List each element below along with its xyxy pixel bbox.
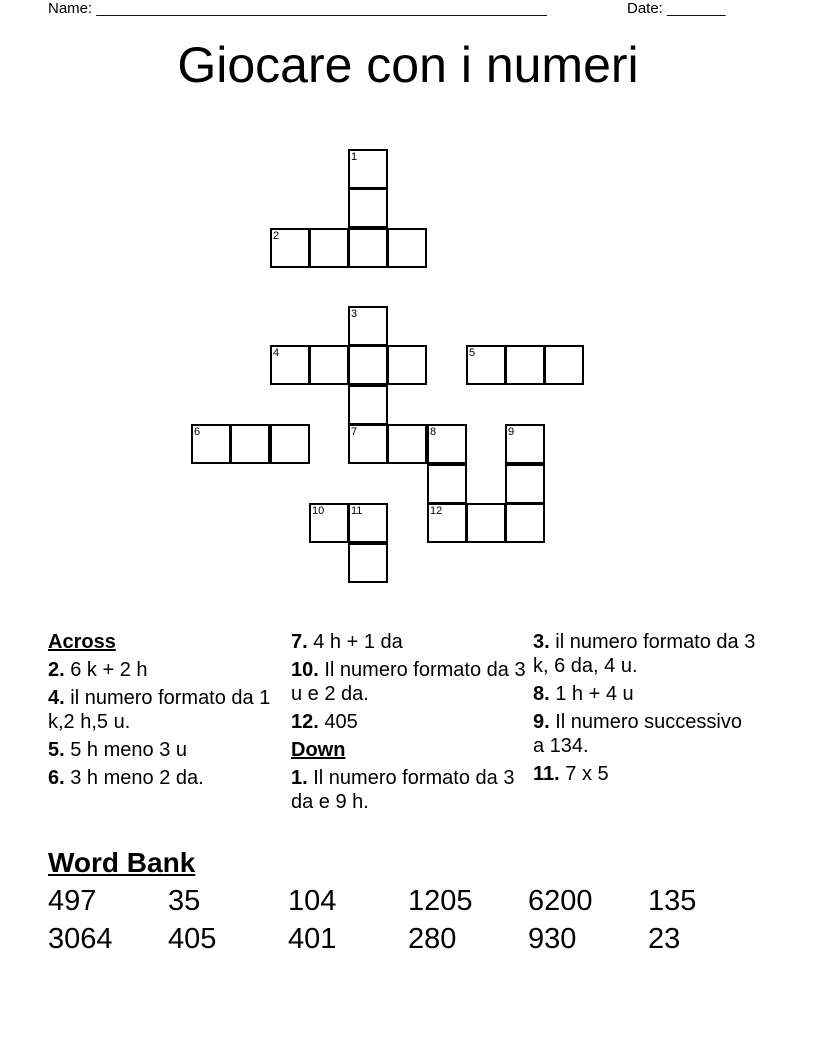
across-clue bbox=[48, 738, 278, 762]
cell-number: 11 bbox=[351, 505, 363, 517]
clue-text: 1 h + 4 u bbox=[555, 683, 634, 705]
word-bank-item: 280 bbox=[408, 923, 457, 955]
clue-number: 9. bbox=[533, 711, 550, 733]
crossword-cell[interactable] bbox=[427, 424, 467, 464]
down-heading: Down bbox=[291, 739, 346, 761]
clue-text: Il numero formato da 3 u e 2 da. bbox=[291, 659, 526, 705]
cell-number: 8 bbox=[430, 426, 437, 438]
crossword-cell[interactable] bbox=[505, 345, 545, 385]
clue-text: il numero formato da 3 k, 6 da, 4 u. bbox=[533, 631, 756, 677]
cell-number: 9 bbox=[508, 426, 515, 438]
cell-number: 1 bbox=[351, 151, 358, 163]
cell-number: 7 bbox=[351, 426, 358, 438]
crossword-cell[interactable] bbox=[427, 503, 467, 543]
down-clue bbox=[533, 762, 758, 786]
clue-number: 5. bbox=[48, 739, 65, 761]
down-clue bbox=[533, 682, 758, 706]
crossword-cell[interactable] bbox=[348, 228, 388, 268]
clue-number: 10. bbox=[291, 659, 319, 681]
clue-text: Il numero successivo a 134. bbox=[533, 711, 742, 757]
down-clue bbox=[533, 630, 758, 678]
word-bank-item: 405 bbox=[168, 923, 217, 955]
crossword-cell[interactable] bbox=[230, 424, 270, 464]
clue-number: 4. bbox=[48, 687, 65, 709]
crossword-cell[interactable] bbox=[348, 306, 388, 346]
clue-number: 8. bbox=[533, 683, 550, 705]
crossword-cell[interactable] bbox=[270, 424, 310, 464]
crossword-cell[interactable] bbox=[191, 424, 231, 464]
crossword-cell[interactable] bbox=[348, 188, 388, 228]
crossword-cell[interactable] bbox=[309, 228, 349, 268]
clue-number: 11. bbox=[533, 763, 560, 785]
crossword-cell[interactable] bbox=[466, 503, 506, 543]
clue-number: 1. bbox=[291, 767, 308, 789]
cell-number: 4 bbox=[273, 347, 280, 359]
cell-number: 2 bbox=[273, 230, 280, 242]
word-bank-item: 35 bbox=[168, 885, 201, 917]
word-bank-item: 401 bbox=[288, 923, 337, 955]
crossword-cell[interactable] bbox=[348, 385, 388, 425]
clue-number: 7. bbox=[291, 631, 308, 653]
word-bank-item: 23 bbox=[648, 923, 681, 955]
cell-number: 12 bbox=[430, 505, 443, 517]
crossword-cell[interactable] bbox=[427, 464, 467, 504]
crossword-cell[interactable] bbox=[387, 228, 427, 268]
across-clue bbox=[48, 658, 278, 682]
word-bank-item: 1205 bbox=[408, 885, 473, 917]
clues-column-1 bbox=[48, 630, 278, 794]
crossword-cell[interactable] bbox=[309, 503, 349, 543]
word-bank-row bbox=[48, 882, 768, 920]
word-bank-item: 497 bbox=[48, 885, 97, 917]
across-clue bbox=[48, 686, 278, 734]
date-line: Date: _______ bbox=[627, 0, 726, 17]
clue-text: 7 x 5 bbox=[565, 763, 609, 785]
crossword-cell[interactable] bbox=[270, 345, 310, 385]
crossword-cell[interactable] bbox=[348, 424, 388, 464]
crossword-cell[interactable] bbox=[505, 503, 545, 543]
clue-text: Il numero formato da 3 da e 9 h. bbox=[291, 767, 515, 813]
cell-number: 5 bbox=[469, 347, 476, 359]
crossword-cell[interactable] bbox=[505, 464, 545, 504]
word-bank-item: 930 bbox=[528, 923, 577, 955]
crossword-cell[interactable] bbox=[348, 503, 388, 543]
crossword-cell[interactable] bbox=[466, 345, 506, 385]
down-clue bbox=[533, 710, 758, 758]
crossword-cell[interactable] bbox=[505, 424, 545, 464]
word-bank-item: 6200 bbox=[528, 885, 593, 917]
word-bank-row bbox=[48, 920, 768, 958]
clue-text: 5 h meno 3 u bbox=[70, 739, 187, 761]
name-line: Name: ______________________________________________________ bbox=[48, 0, 547, 17]
across-clue bbox=[48, 766, 278, 790]
clue-text: 4 h + 1 da bbox=[313, 631, 403, 653]
clues-column-3 bbox=[533, 630, 758, 790]
clue-number: 6. bbox=[48, 767, 65, 789]
down-clue bbox=[291, 766, 526, 814]
crossword-cell[interactable] bbox=[270, 228, 310, 268]
clue-text: 3 h meno 2 da. bbox=[70, 767, 204, 789]
page-title: Giocare con i numeri bbox=[177, 37, 639, 93]
crossword-cell[interactable] bbox=[348, 149, 388, 189]
clue-number: 12. bbox=[291, 711, 319, 733]
cell-number: 10 bbox=[312, 505, 325, 517]
across-clue bbox=[291, 630, 526, 654]
clues-column-2 bbox=[291, 630, 526, 818]
crossword-cell[interactable] bbox=[348, 345, 388, 385]
crossword-cell[interactable] bbox=[348, 543, 388, 583]
clue-text: il numero formato da 1 k,2 h,5 u. bbox=[48, 687, 271, 733]
across-clue bbox=[291, 710, 526, 734]
cell-number: 6 bbox=[194, 426, 201, 438]
word-bank-item: 3064 bbox=[48, 923, 113, 955]
clue-number: 2. bbox=[48, 659, 65, 681]
word-bank-title: Word Bank bbox=[48, 847, 196, 878]
word-bank-item: 104 bbox=[288, 885, 337, 917]
crossword-cell[interactable] bbox=[309, 345, 349, 385]
cell-number: 3 bbox=[351, 308, 358, 320]
crossword-cell[interactable] bbox=[544, 345, 584, 385]
word-bank-item: 135 bbox=[648, 885, 697, 917]
across-heading: Across bbox=[48, 631, 116, 653]
crossword-cell[interactable] bbox=[387, 345, 427, 385]
clue-text: 6 k + 2 h bbox=[70, 659, 148, 681]
across-clue bbox=[291, 658, 526, 706]
word-bank bbox=[48, 882, 768, 958]
clue-number: 3. bbox=[533, 631, 550, 653]
clue-text: 405 bbox=[324, 711, 358, 733]
crossword-cell[interactable] bbox=[387, 424, 427, 464]
